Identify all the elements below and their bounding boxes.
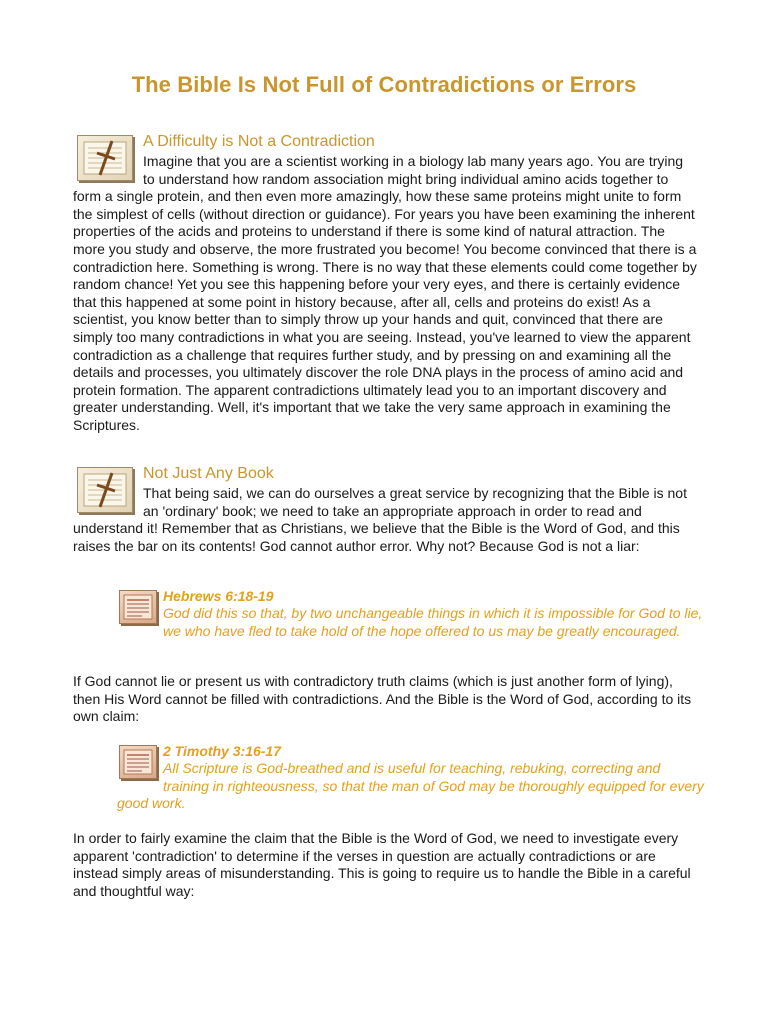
scripture-reference: 2 Timothy 3:16-17 <box>163 743 282 759</box>
bible-page-icon <box>119 590 157 624</box>
section-difficulty <box>73 131 697 435</box>
section-not-just-any-book <box>73 463 697 555</box>
scroll-cross-icon <box>77 467 133 513</box>
scripture-quote-hebrews <box>117 587 707 640</box>
bible-page-icon <box>119 745 157 779</box>
scripture-quote-timothy <box>117 742 707 813</box>
body-paragraph: If God cannot lie or present us with contradictory truth claims (which is just another form of lying), then His Word cannot be filled with contradictions. And the Bible is the Word of God, according to its own claim: <box>73 673 692 725</box>
scripture-text: All Scripture is God-breathed and is useful for teaching, rebuking, correcting and training in righteousness, so that the man of God may be thoroughly equipped for every good work. <box>117 760 704 812</box>
section-body: Imagine that you are a scientist working in a biology lab many years ago. You are trying to understand how random association might bring individual amino acids together to form a single protein, and then even more amazingly, how these same proteins might unite to form the simplest of cells (without direction or guidance). For years you have been examining the inherent properties of the acids and proteins to understand if there is some kind of natural attraction. The more you study and observe, the more frustrated you become! You become convinced that there is a contradiction here. Something is wrong. There is no way that these elements could come together by random chance! Yet you see this happening before your very eyes, and there is certainly evidence that this happened at some point in history because, after all, cells and proteins do exist! As a scientist, you know better than to simply throw up your hands and quit, convinced that there are simply too many contradictions in what you are seeing. Instead, you've learned to view the apparent contradiction as a challenge that requires further study, and by pressing on and examining all the details and processes, you ultimately discover the role DNA plays in the process of amino acid and protein formation. The apparent contradictions ultimately lead you to an important discovery and greater understanding. Well, it's important that we take the very same approach in examining the Scriptures. <box>73 153 697 433</box>
page-title: The Bible Is Not Full of Contradictions or Errors <box>131 72 637 97</box>
scripture-reference: Hebrews 6:18-19 <box>163 588 274 604</box>
section-heading: Not Just Any Book <box>143 465 274 482</box>
scripture-text: God did this so that, by two unchangeable things in which it is impossible for God to lie, we who have fled to take hold of the hope offered to us may be greatly encouraged. <box>163 605 703 639</box>
section-heading: A Difficulty is Not a Contradiction <box>143 133 375 150</box>
body-paragraph: In order to fairly examine the claim that the Bible is the Word of God, we need to investigate every apparent 'contradiction' to determine if the verses in question are actually contradictions or are instead simply areas of misunderstanding. This is going to require us to handle the Bible in a careful and thoughtful way: <box>73 830 691 899</box>
section-body: That being said, we can do ourselves a great service by recognizing that the Bible is not an 'ordinary' book; we need to take an appropriate approach in order to read and understand it! Remember that as Christians, we believe that the Bible is the Word of God, and this raises the bar on its contents! God cannot author error. Why not? Because God is not a liar: <box>73 485 687 554</box>
scroll-cross-icon <box>77 135 133 181</box>
